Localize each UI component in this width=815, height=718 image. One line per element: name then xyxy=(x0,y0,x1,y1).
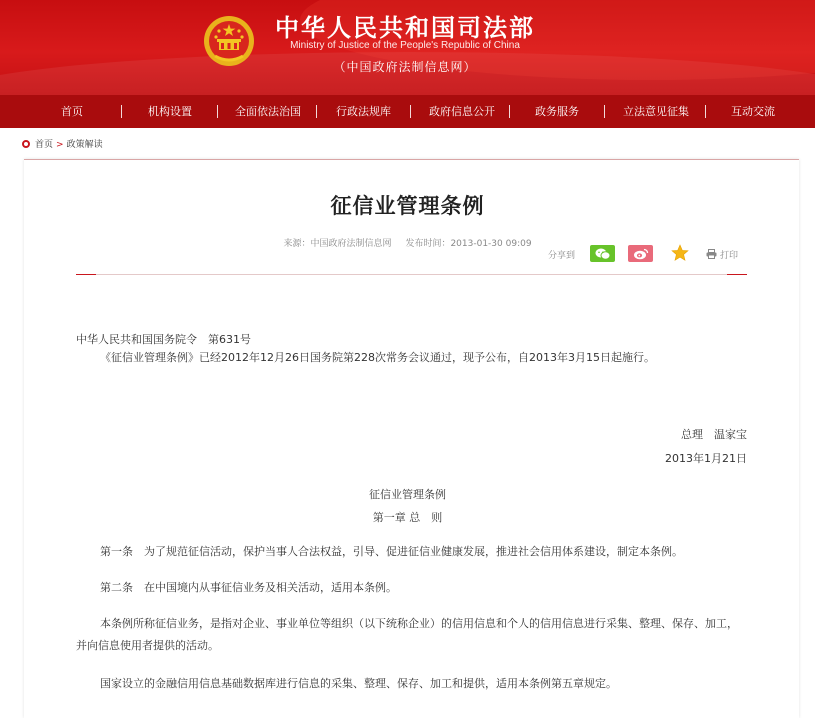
nav-separator xyxy=(316,105,317,118)
nav-item-home[interactable]: 首页 xyxy=(61,105,83,118)
nav-item-gov-info[interactable]: 政府信息公开 xyxy=(429,105,495,118)
divider-accent-left xyxy=(76,274,96,275)
location-dot-icon xyxy=(22,140,30,148)
nav-separator xyxy=(121,105,122,118)
share-label: 分享到 xyxy=(548,251,576,261)
star-icon[interactable] xyxy=(671,244,689,262)
main-nav xyxy=(0,95,815,128)
print-label: 打印 xyxy=(720,251,739,261)
chapter-heading: 第一章 总 则 xyxy=(372,511,443,524)
site-subtitle: （中国政府法制信息网） xyxy=(333,60,477,74)
weibo-share-button[interactable] xyxy=(628,245,653,262)
article-source: 来源：中国政府法制信息网 xyxy=(283,239,392,249)
article-publish-time: 发布时间：2013-01-30 09:09 xyxy=(405,239,532,249)
article-paragraph: 第一条 为了规范征信活动，保护当事人合法权益，引导、促进征信业健康发展，推进社会信用体系建设，制定本条例。 xyxy=(100,545,683,558)
nav-separator xyxy=(509,105,510,118)
nav-separator xyxy=(604,105,605,118)
intro-paragraph: 《征信业管理条例》已经2012年12月26日国务院第228次常务会议通过，现予公布，自2013年3月15日起施行。 xyxy=(100,351,655,364)
breadcrumb-separator: > xyxy=(56,140,64,150)
national-emblem-icon[interactable] xyxy=(202,14,256,68)
title-divider xyxy=(76,274,747,275)
nav-item-regulations[interactable]: 行政法规库 xyxy=(336,105,391,118)
article-paragraph: 国家设立的金融信用信息基础数据库进行信息的采集、整理、保存、加工和提供，适用本条例第五章规定。 xyxy=(100,677,617,690)
nav-item-organization[interactable]: 机构设置 xyxy=(148,105,192,118)
nav-item-rule-of-law[interactable]: 全面依法治国 xyxy=(235,105,301,118)
document-title: 征信业管理条例 xyxy=(369,488,446,501)
nav-item-services[interactable]: 政务服务 xyxy=(535,105,579,118)
nav-item-interaction[interactable]: 互动交流 xyxy=(731,105,775,118)
nav-item-legislation[interactable]: 立法意见征集 xyxy=(623,105,689,118)
breadcrumb-home[interactable]: 首页 xyxy=(35,140,54,150)
weibo-icon xyxy=(633,248,649,260)
decree-line: 中华人民共和国国务院令 第631号 xyxy=(76,333,251,346)
article-paragraph: 第二条 在中国境内从事征信业务及相关活动，适用本条例。 xyxy=(100,581,397,594)
printer-icon xyxy=(706,249,717,259)
print-button[interactable] xyxy=(706,248,738,261)
nav-separator xyxy=(705,105,706,118)
breadcrumb-current[interactable]: 政策解读 xyxy=(66,140,103,150)
article-paragraph: 本条例所称征信业务，是指对企业、事业单位等组织（以下统称企业）的信用信息和个人的信用信息进行采集、整理、保存、加工，并向信息使用者提供的活动。 xyxy=(76,617,738,652)
signature: 总理 温家宝 xyxy=(681,428,747,441)
sign-date: 2013年1月21日 xyxy=(665,452,747,465)
wechat-share-button[interactable] xyxy=(590,245,615,262)
nav-separator xyxy=(217,105,218,118)
site-title[interactable]: 中华人民共和国司法部 xyxy=(275,13,535,42)
site-title-english: Ministry of Justice of the People's Republic of China xyxy=(290,40,520,51)
nav-separator xyxy=(410,105,411,118)
article-title: 征信业管理条例 xyxy=(330,194,485,218)
breadcrumb xyxy=(22,137,103,151)
article-meta xyxy=(0,236,815,249)
site-header xyxy=(0,0,815,95)
divider-accent-right xyxy=(727,274,747,275)
wechat-icon xyxy=(595,248,611,260)
